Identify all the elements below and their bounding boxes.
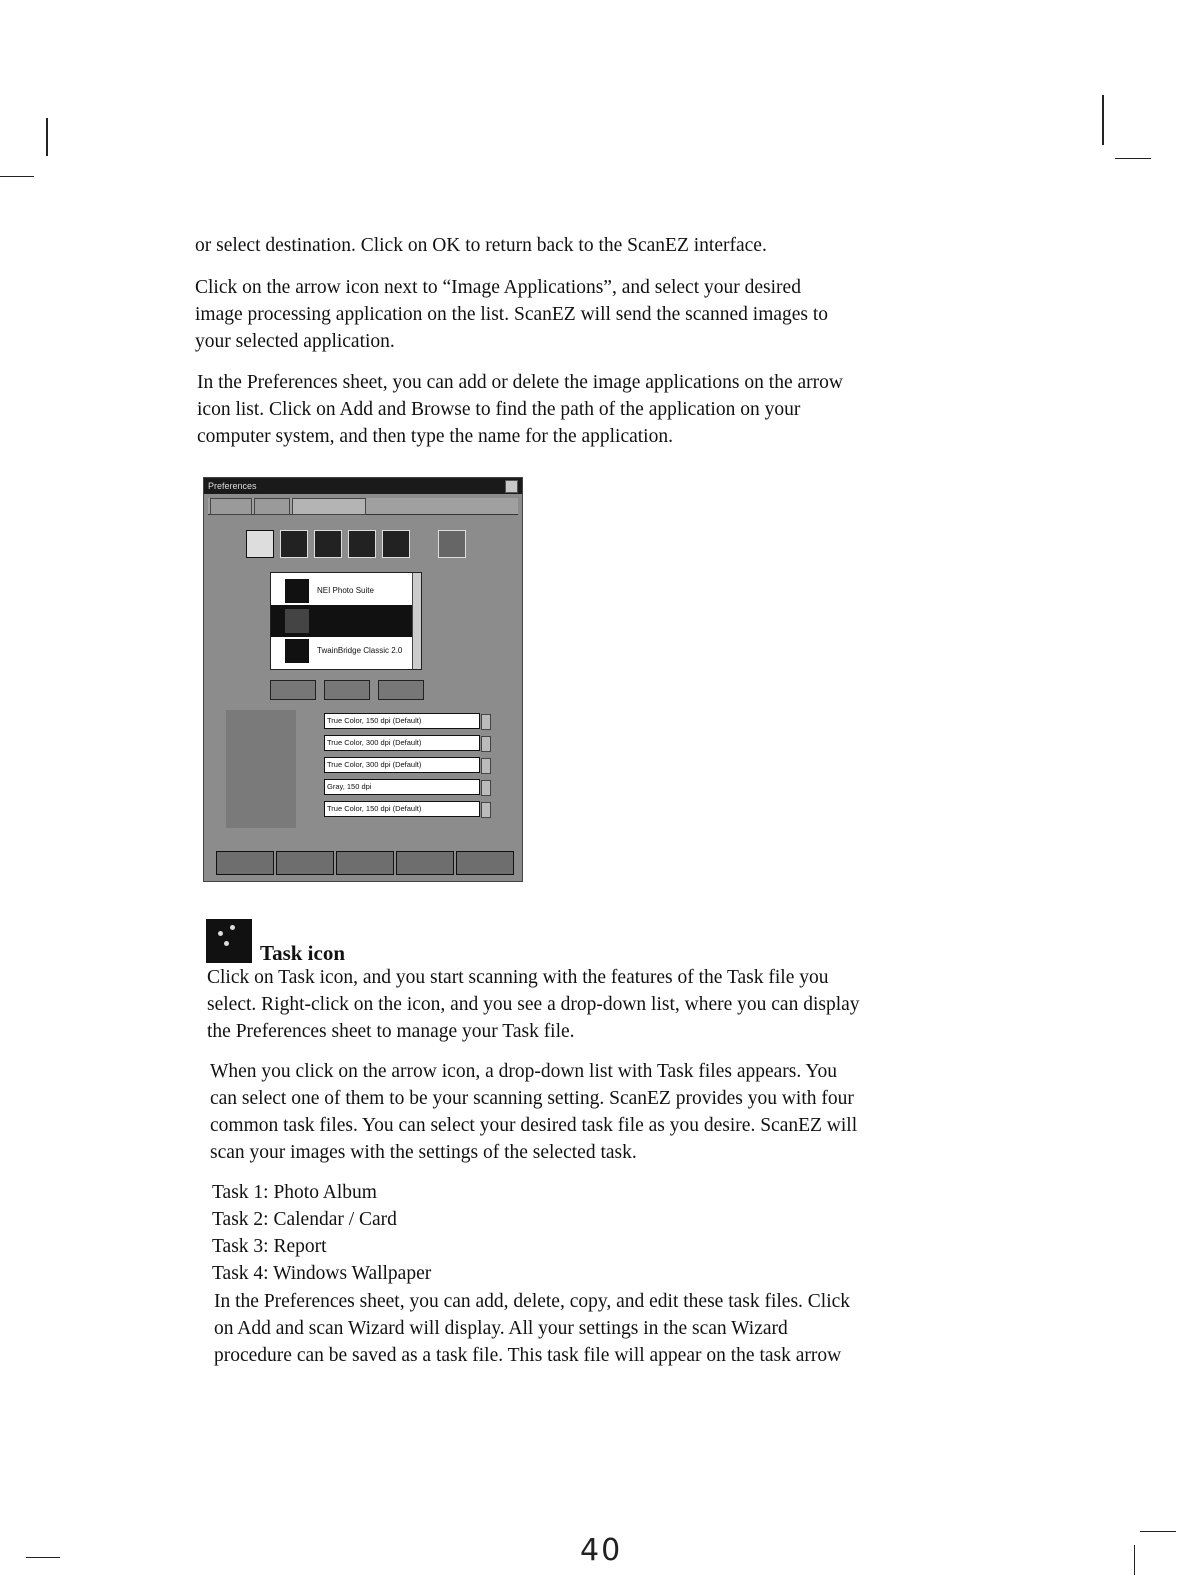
application-name: NEI Photo Suite: [317, 586, 374, 595]
task-list-text: [212, 1179, 431, 1287]
crop-mark-left-horizontal: [0, 176, 34, 177]
list-item: [271, 635, 413, 667]
browse-button: [378, 680, 424, 700]
sparkle-dot: [218, 931, 223, 936]
chevron-down-icon: [481, 802, 491, 818]
text-line: select. Right-click on the icon, and you see a drop-down list, where you can display: [207, 994, 860, 1015]
paragraph-task-files: [214, 1288, 850, 1369]
tab-strip: [208, 498, 518, 515]
scan-icon: [246, 530, 274, 558]
ocr-icon: [348, 530, 376, 558]
section-heading: Task icon: [260, 941, 346, 965]
apply-button: [336, 851, 394, 875]
reset-button: [396, 851, 454, 875]
text-line: Click on Task icon, and you start scanning with the features of the Task file you: [207, 967, 829, 988]
task-label: True Color, 150 dpi (Default): [327, 804, 422, 813]
crop-mark-left-vertical: [46, 118, 48, 156]
chevron-down-icon: [481, 714, 491, 730]
text-line: procedure can be saved as a task file. This task file will appear on the task arrow: [214, 1345, 842, 1366]
settings-icon: [438, 530, 466, 558]
tab-2: [254, 498, 290, 515]
task-select: [324, 757, 480, 773]
paragraph-destination: [195, 232, 767, 259]
ok-button: [216, 851, 274, 875]
chevron-down-icon: [481, 780, 491, 796]
task-label: True Color, 150 dpi (Default): [327, 716, 422, 725]
crop-mark-right-horizontal: [1115, 158, 1151, 159]
copy-icon: [280, 530, 308, 558]
page-number: 40: [580, 1533, 623, 1568]
text-line: Task 4: Windows Wallpaper: [212, 1263, 432, 1284]
task-label: Gray, 150 dpi: [327, 782, 372, 791]
task-select: [324, 713, 480, 729]
text-line: image processing application on the list. ScanEZ will send the scanned images to: [195, 304, 829, 325]
window-title: Preferences: [208, 481, 257, 491]
text-line: the Preferences sheet to manage your Task file.: [207, 1021, 575, 1042]
help-button: [456, 851, 514, 875]
task-select: [324, 801, 480, 817]
application-buttons: [270, 680, 430, 698]
paragraph-task-arrow: [210, 1058, 857, 1166]
text-line: In the Preferences sheet, you can add or delete the image applications on the arrow: [197, 372, 843, 393]
text-line: on Add and scan Wizard will display. All your settings in the scan Wizard: [214, 1318, 788, 1339]
text-line: Task 3: Report: [212, 1236, 327, 1257]
text-line: common task files. You can select your desired task file as you desire. ScanEZ will: [210, 1115, 858, 1136]
sparkle-dot: [230, 925, 235, 930]
dialog-buttons: [210, 851, 516, 873]
task-label: True Color, 300 dpi (Default): [327, 760, 422, 769]
application-icon: [285, 639, 309, 663]
preferences-window-screenshot: [203, 477, 523, 882]
text-line: icon list. Click on Add and Browse to find the path of the application on your: [197, 399, 801, 420]
task-select: [324, 735, 480, 751]
mail-icon: [382, 530, 410, 558]
cancel-button: [276, 851, 334, 875]
task-icon: [206, 919, 252, 963]
application-icon: [285, 579, 309, 603]
paragraph-image-applications: [195, 274, 828, 355]
text-line: In the Preferences sheet, you can add, delete, copy, and edit these task files. Click: [214, 1291, 851, 1312]
text-line: scan your images with the settings of the selected task.: [210, 1142, 637, 1163]
crop-mark-bottom-right-vertical: [1134, 1545, 1135, 1575]
list-item: [271, 575, 413, 607]
icon-labels-panel: [226, 710, 296, 828]
list-item: [271, 605, 413, 637]
icon-bar: [242, 526, 462, 560]
crop-mark-bottom-right-horizontal: [1140, 1531, 1176, 1532]
text-line: or select destination. Click on OK to return back to the ScanEZ interface.: [195, 235, 767, 256]
task-list: [324, 713, 480, 823]
close-icon: [505, 480, 518, 493]
paragraph-preferences-applications: [197, 369, 843, 450]
text-line: your selected application.: [195, 331, 395, 352]
task-icon: [314, 530, 342, 558]
text-line: Click on the arrow icon next to “Image Applications”, and select your desired: [195, 277, 801, 298]
tab-1: [210, 498, 252, 515]
text-line: can select one of them to be your scanning setting. ScanEZ provides you with four: [210, 1088, 854, 1109]
text-line: Task 1: Photo Album: [212, 1182, 377, 1203]
task-label: True Color, 300 dpi (Default): [327, 738, 422, 747]
add-button: [270, 680, 316, 700]
text-line: When you click on the arrow icon, a drop-down list with Task files appears. You: [210, 1061, 838, 1082]
crop-mark-right-vertical: [1102, 95, 1104, 145]
tab-3: [292, 498, 366, 515]
application-name: TwainBridge Classic 2.0: [317, 646, 403, 655]
scrollbar: [412, 573, 421, 669]
chevron-down-icon: [481, 736, 491, 752]
task-select: [324, 779, 480, 795]
text-line: computer system, and then type the name for the application.: [197, 426, 673, 447]
delete-button: [324, 680, 370, 700]
text-line: Task 2: Calendar / Card: [212, 1209, 397, 1230]
application-icon: [285, 609, 309, 633]
sparkle-dot: [224, 941, 229, 946]
application-list: [270, 572, 422, 670]
chevron-down-icon: [481, 758, 491, 774]
crop-mark-bottom-left: [26, 1557, 60, 1558]
paragraph-task-icon: [207, 964, 860, 1045]
window-title-bar: [204, 478, 522, 494]
